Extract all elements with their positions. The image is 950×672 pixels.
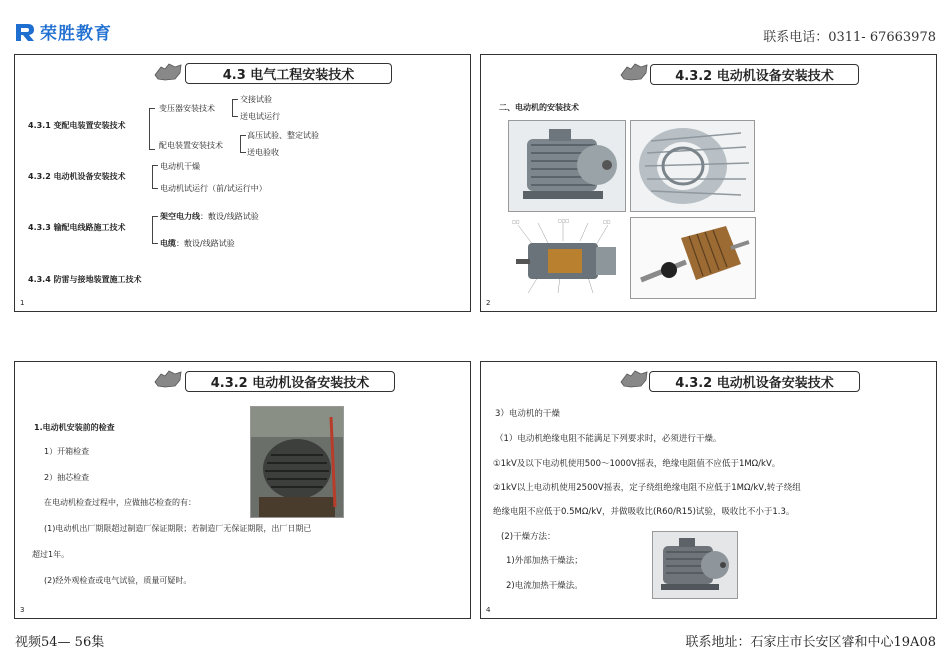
power-on-run: 送电试运行	[240, 112, 280, 121]
distribution-install: 配电装置安装技术	[159, 141, 223, 150]
dry-text-4: 绝缘电阻不应低于0.5MΩ/kV，并做吸收比(R60/R15)试验，吸收比不小于1.3。	[493, 507, 795, 517]
map-leaf-icon	[619, 368, 649, 390]
brace	[232, 99, 238, 117]
handover-test: 交接试验	[240, 95, 272, 104]
slide-title: 4.3 电气工程安装技术	[185, 63, 392, 84]
svg-text:□□: □□	[512, 219, 520, 224]
section-4-3-4: 4.3.4 防雷与接地装置施工技术	[28, 275, 142, 284]
slide-2	[480, 54, 937, 312]
motor-photo	[652, 531, 738, 599]
check-text-2: (1)电动机出厂期限超过制造厂保证期限；若制造厂无保证期限，出厂日期已	[44, 524, 312, 533]
motor-inspection-photo	[250, 406, 344, 518]
section-4-3-3: 4.3.3 输配电线路施工技术	[28, 223, 126, 232]
brand-logo	[14, 19, 112, 44]
logo-text: 荣胜教育	[40, 24, 112, 44]
hv-test: 高压试验、整定试验	[247, 131, 319, 140]
slide-1	[14, 54, 471, 312]
slide-title: 4.3.2 电动机设备安装技术	[185, 371, 395, 392]
motor-trial: 电动机试运行（前/试运行中）	[160, 184, 267, 193]
section-4-3-2: 4.3.2 电动机设备安装技术	[28, 172, 126, 181]
motor-cutaway-diagram	[508, 217, 626, 299]
slide-number: 2	[486, 299, 491, 307]
slide-title: 4.3.2 电动机设备安装技术	[650, 64, 859, 85]
slide-number: 4	[486, 606, 491, 614]
svg-text:□□: □□	[603, 219, 611, 224]
slide-number: 3	[20, 606, 25, 614]
dry-heading: 3）电动机的干燥	[495, 409, 560, 419]
slide-number: 1	[20, 299, 25, 307]
map-leaf-icon	[153, 368, 183, 390]
footer-address: 联系地址：石家庄市长安区睿和中心19A08	[685, 635, 936, 650]
brace	[149, 108, 155, 150]
check-item-1: 1）开箱检查	[44, 447, 90, 456]
logo-icon	[14, 22, 36, 42]
stator-photo	[630, 120, 755, 212]
overhead-line: 架空电力线：敷设/线路试验	[160, 212, 259, 221]
rotor-photo	[630, 217, 756, 299]
check-item-2: 2）抽芯检查	[44, 473, 90, 482]
check-heading: 1.电动机安装前的检查	[34, 423, 115, 432]
svg-text:□□□: □□□	[558, 218, 570, 223]
section-4-3-1: 4.3.1 变配电装置安装技术	[28, 121, 126, 130]
contact-phone: 联系电话：0311- 67663978	[763, 30, 936, 45]
dry-methods-heading: (2)干燥方法：	[501, 532, 556, 542]
slide-3	[14, 361, 471, 619]
footer-episode: 视频54— 56集	[15, 635, 105, 650]
check-text-1: 在电动机检查过程中，应做抽芯检查的有：	[44, 498, 196, 507]
slide-4	[480, 361, 937, 619]
map-leaf-icon	[153, 61, 183, 83]
brace	[152, 216, 158, 244]
check-text-3: 超过1年。	[32, 550, 70, 559]
brace	[152, 165, 158, 189]
power-check: 送电验收	[247, 148, 279, 157]
map-leaf-icon	[619, 61, 649, 83]
dry-method-2: 2)电流加热干燥法。	[506, 581, 583, 591]
motor-photo	[508, 120, 626, 212]
brace	[240, 135, 246, 153]
motor-dry: 电动机干燥	[160, 162, 200, 171]
dry-text-2: ①1kV及以下电动机使用500～1000V摇表，绝缘电阻值不应低于1MΩ/kV。	[493, 459, 781, 469]
dry-text-3: ②1kV以上电动机使用2500V摇表，定子绕组绝缘电阻不应低于1MΩ/kV,转子绕组	[493, 483, 801, 493]
slide-subtitle: 二、电动机的安装技术	[499, 103, 579, 112]
dry-method-1: 1)外部加热干燥法；	[506, 556, 583, 566]
transformer-install: 变压器安装技术	[159, 104, 215, 113]
dry-text-1: （1）电动机绝缘电阻不能满足下列要求时，必须进行干燥。	[495, 434, 722, 444]
check-text-4: (2)经外观检查或电气试验，质量可疑时。	[44, 576, 192, 585]
slide-title: 4.3.2 电动机设备安装技术	[649, 371, 860, 392]
cable: 电缆：敷设/线路试验	[160, 239, 235, 248]
